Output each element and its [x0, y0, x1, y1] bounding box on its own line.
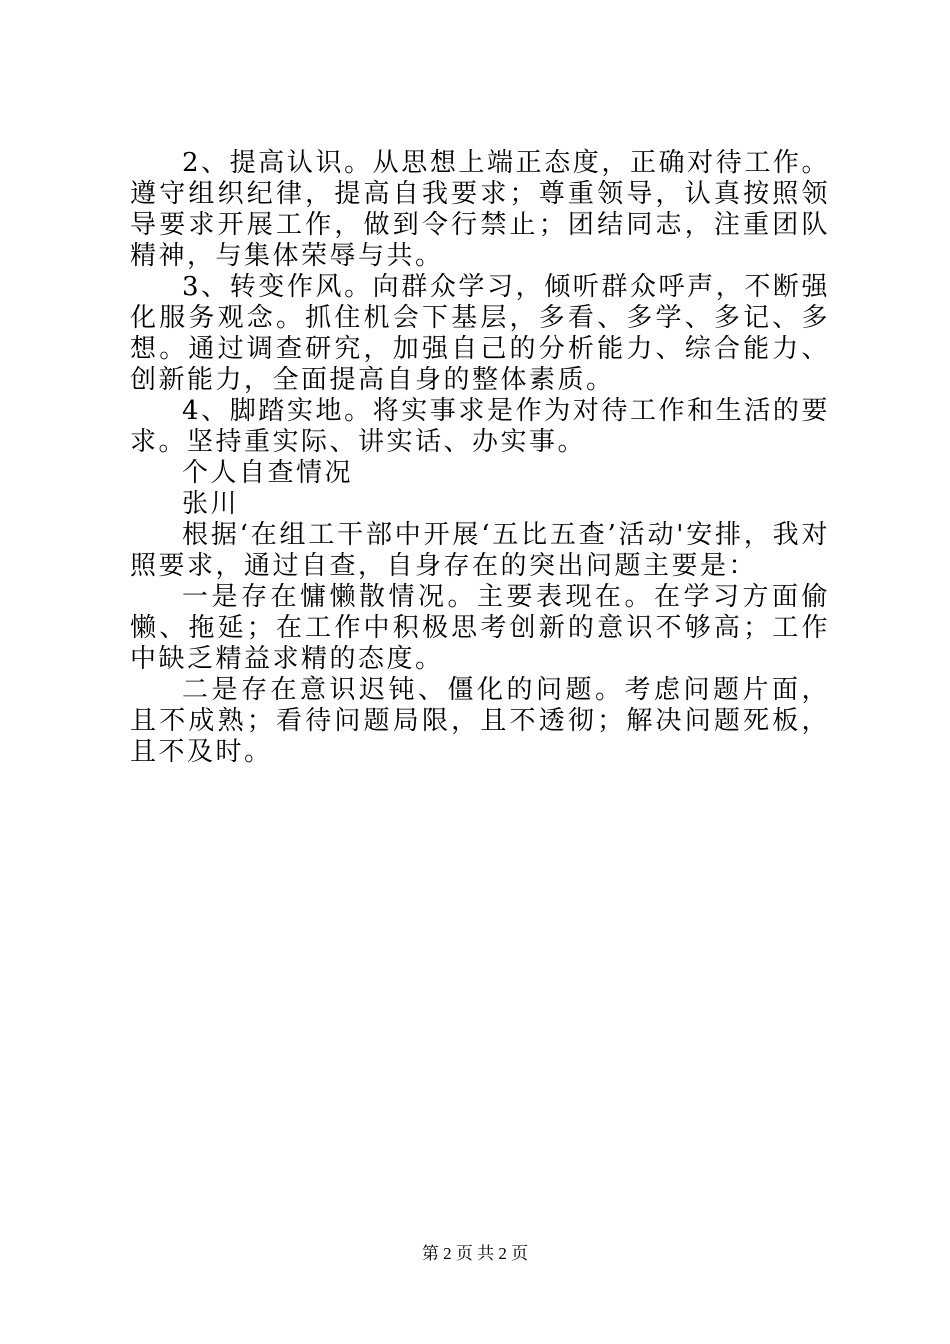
section-title: 个人自查情况 — [182, 458, 354, 488]
document-body — [130, 148, 830, 768]
paragraph-problem-two: 二是存在意识迟钝、僵化的问题。考虑问题片面，且不成熟；看待问题局限，且不透彻；解决问题死板，且不及时。 — [130, 675, 830, 767]
page-number: 第 2 页 共 2 页 — [421, 1244, 529, 1263]
paragraph-improve-awareness: 2、提高认识。从思想上端正态度，正确对待工作。遵守组织纪律，提高自我要求；尊重领导，认真按照领导要求开展工作，做到令行禁止；团结同志，注重团队精神，与集体荣辱与共。 — [130, 148, 830, 271]
paragraph-change-style: 3、转变作风。向群众学习，倾听群众呼声，不断强化服务观念。抓住机会下基层，多看、多学、多记、多想。通过调查研究，加强自己的分析能力、综合能力、创新能力，全面提高自身的整体素质。 — [130, 272, 830, 395]
paragraph-down-to-earth: 4、脚踏实地。将实事求是作为对待工作和生活的要求。坚持重实际、讲实话、办实事。 — [130, 396, 830, 457]
paragraph-problem-one: 一是存在慵懒散情况。主要表现在。在学习方面偷懒、拖延；在工作中积极思考创新的意识不够高；工作中缺乏精益求精的态度。 — [130, 582, 830, 674]
author-name: 张川 — [182, 489, 240, 519]
paragraph-intro: 根据‘在组工干部中开展‘五比五查’活动'安排，我对照要求，通过自查，自身存在的突出问题主要是： — [130, 520, 830, 581]
